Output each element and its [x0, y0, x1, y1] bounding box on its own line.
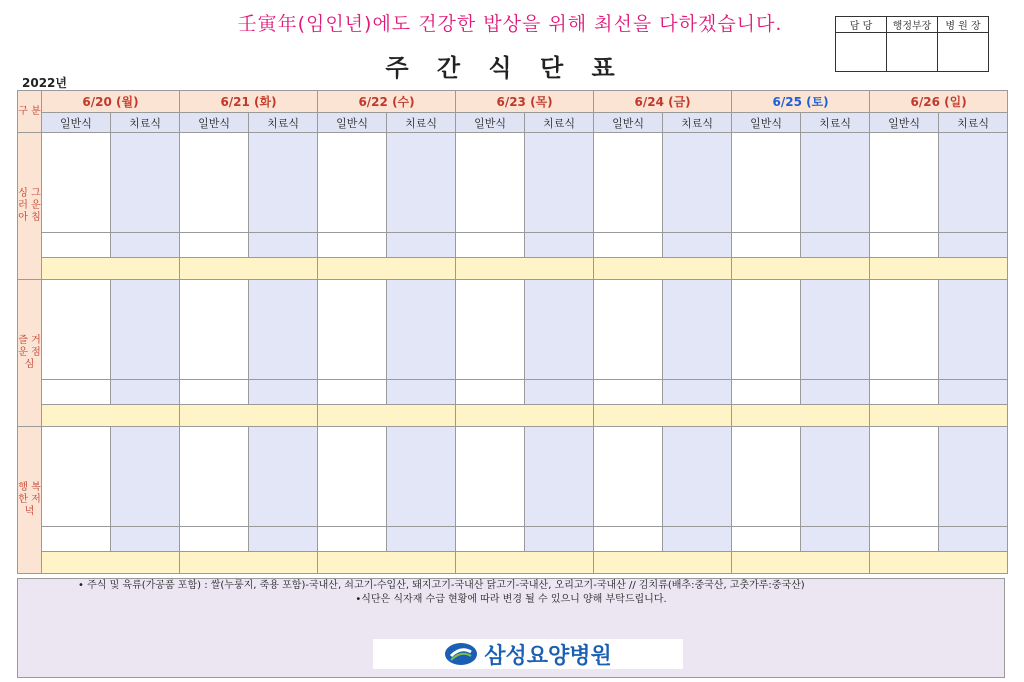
general-menu-cell [870, 427, 939, 527]
therapeutic-menu-cell [249, 133, 318, 233]
therapeutic-menu-cell [939, 280, 1008, 380]
general-kimchi-cell [456, 233, 525, 258]
hospital-logo-icon [444, 642, 478, 666]
therapeutic-kimchi-cell [111, 380, 180, 405]
general-menu-cell [456, 280, 525, 380]
general-diet-label: 일반식 [318, 113, 387, 133]
therapeutic-menu-cell [801, 427, 870, 527]
therapeutic-menu-cell [249, 427, 318, 527]
year-label: 2022년 [22, 76, 67, 90]
general-kimchi-cell [732, 233, 801, 258]
therapeutic-kimchi-cell [249, 380, 318, 405]
therapeutic-kimchi-cell [801, 380, 870, 405]
side-dish-band [456, 258, 594, 280]
general-menu-cell [594, 280, 663, 380]
general-menu-cell [318, 280, 387, 380]
general-menu-cell [594, 133, 663, 233]
approval-header: 병 원 장 [938, 17, 989, 33]
therapeutic-menu-cell [801, 280, 870, 380]
therapeutic-kimchi-cell [939, 233, 1008, 258]
therapeutic-kimchi-cell [939, 380, 1008, 405]
general-kimchi-cell [594, 380, 663, 405]
general-menu-cell [732, 133, 801, 233]
therapeutic-kimchi-cell [387, 233, 456, 258]
side-dish-band [318, 258, 456, 280]
slogan: 壬寅年(임인년)에도 건강한 밥상을 위해 최선을 다하겠습니다. [237, 13, 783, 35]
therapeutic-kimchi-cell [525, 380, 594, 405]
therapeutic-kimchi-cell [801, 527, 870, 552]
therapeutic-kimchi-cell [387, 527, 456, 552]
signature-box[interactable] [938, 33, 989, 72]
therapeutic-menu-cell [111, 280, 180, 380]
gutter-label: 구 분 [18, 91, 42, 133]
general-kimchi-cell [180, 527, 249, 552]
general-menu-cell [870, 280, 939, 380]
therapeutic-menu-cell [939, 427, 1008, 527]
side-dish-band [456, 405, 594, 427]
therapeutic-menu-cell [663, 427, 732, 527]
therapeutic-menu-cell [525, 280, 594, 380]
general-kimchi-cell [318, 380, 387, 405]
therapeutic-menu-cell [525, 427, 594, 527]
therapeutic-menu-cell [663, 280, 732, 380]
general-kimchi-cell [318, 527, 387, 552]
general-diet-label: 일반식 [870, 113, 939, 133]
general-kimchi-cell [456, 527, 525, 552]
therapeutic-kimchi-cell [249, 527, 318, 552]
general-menu-cell [456, 427, 525, 527]
therapeutic-menu-cell [801, 133, 870, 233]
general-menu-cell [180, 280, 249, 380]
general-kimchi-cell [732, 527, 801, 552]
general-menu-cell [42, 133, 111, 233]
side-dish-band [42, 258, 180, 280]
therapeutic-menu-cell [525, 133, 594, 233]
day-date: 6/21 (화) [180, 91, 318, 113]
notes-panel [17, 578, 1005, 678]
day-date: 6/24 (금) [594, 91, 732, 113]
therapeutic-kimchi-cell [525, 527, 594, 552]
general-menu-cell [42, 427, 111, 527]
therapeutic-kimchi-cell [387, 380, 456, 405]
general-menu-cell [732, 427, 801, 527]
general-diet-label: 일반식 [42, 113, 111, 133]
therapeutic-diet-label: 치료식 [801, 113, 870, 133]
meal-label: 싱 그 러 운 아 침 [18, 133, 42, 280]
therapeutic-menu-cell [387, 133, 456, 233]
side-dish-band [870, 552, 1008, 574]
therapeutic-kimchi-cell [111, 527, 180, 552]
side-dish-band [594, 552, 732, 574]
meal-label: 즐 거 운 점 심 [18, 280, 42, 427]
general-menu-cell [318, 133, 387, 233]
general-menu-cell [180, 427, 249, 527]
general-kimchi-cell [42, 233, 111, 258]
therapeutic-menu-cell [387, 280, 456, 380]
therapeutic-menu-cell [111, 427, 180, 527]
general-kimchi-cell [594, 527, 663, 552]
day-date: 6/23 (목) [456, 91, 594, 113]
general-kimchi-cell [180, 380, 249, 405]
approval-header: 행정부장 [887, 17, 938, 33]
general-menu-cell [594, 427, 663, 527]
therapeutic-kimchi-cell [663, 380, 732, 405]
side-dish-band [870, 405, 1008, 427]
general-menu-cell [732, 280, 801, 380]
signature-box[interactable] [887, 33, 938, 72]
change-notice: •식단은 식자재 수급 현황에 따라 변경 될 수 있으니 양해 부탁드립니다. [355, 594, 667, 605]
general-diet-label: 일반식 [594, 113, 663, 133]
page-title: 주 간 식 단 표 [385, 54, 625, 82]
general-kimchi-cell [870, 233, 939, 258]
side-dish-band [456, 552, 594, 574]
therapeutic-diet-label: 치료식 [663, 113, 732, 133]
weekly-menu-table [17, 90, 1008, 574]
general-kimchi-cell [594, 233, 663, 258]
side-dish-band [318, 405, 456, 427]
day-date: 6/26 (일) [870, 91, 1008, 113]
side-dish-band [180, 405, 318, 427]
side-dish-band [42, 405, 180, 427]
therapeutic-menu-cell [111, 133, 180, 233]
general-diet-label: 일반식 [732, 113, 801, 133]
therapeutic-diet-label: 치료식 [939, 113, 1008, 133]
general-menu-cell [318, 427, 387, 527]
side-dish-band [594, 258, 732, 280]
therapeutic-menu-cell [663, 133, 732, 233]
therapeutic-kimchi-cell [801, 233, 870, 258]
general-kimchi-cell [870, 527, 939, 552]
therapeutic-kimchi-cell [939, 527, 1008, 552]
approval-box [835, 16, 989, 72]
signature-box[interactable] [836, 33, 887, 72]
general-kimchi-cell [42, 527, 111, 552]
therapeutic-diet-label: 치료식 [249, 113, 318, 133]
therapeutic-diet-label: 치료식 [525, 113, 594, 133]
general-menu-cell [456, 133, 525, 233]
general-diet-label: 일반식 [180, 113, 249, 133]
side-dish-band [594, 405, 732, 427]
day-date: 6/20 (월) [42, 91, 180, 113]
general-kimchi-cell [42, 380, 111, 405]
side-dish-band [732, 552, 870, 574]
side-dish-band [870, 258, 1008, 280]
general-menu-cell [870, 133, 939, 233]
meal-label: 행 복 한 저 녁 [18, 427, 42, 574]
therapeutic-kimchi-cell [663, 527, 732, 552]
general-kimchi-cell [318, 233, 387, 258]
general-kimchi-cell [732, 380, 801, 405]
origin-note: • 주식 및 육류(가공품 포함) : 쌀(누룽지, 죽용 포함)-국내산, 쇠고기-수입산, 돼지고기-국내산 닭고기-국내산, 오리고기-국내산 // 김치류(배추:중국산, 고춧가루:중국산) [78, 580, 805, 591]
side-dish-band [732, 258, 870, 280]
side-dish-band [318, 552, 456, 574]
side-dish-band [180, 552, 318, 574]
general-diet-label: 일반식 [456, 113, 525, 133]
therapeutic-menu-cell [939, 133, 1008, 233]
general-kimchi-cell [456, 380, 525, 405]
side-dish-band [42, 552, 180, 574]
general-menu-cell [42, 280, 111, 380]
general-menu-cell [180, 133, 249, 233]
therapeutic-menu-cell [387, 427, 456, 527]
hospital-logo [373, 639, 683, 669]
therapeutic-menu-cell [249, 280, 318, 380]
therapeutic-diet-label: 치료식 [111, 113, 180, 133]
therapeutic-kimchi-cell [111, 233, 180, 258]
therapeutic-kimchi-cell [525, 233, 594, 258]
side-dish-band [180, 258, 318, 280]
approval-header: 담 당 [836, 17, 887, 33]
day-date: 6/25 (토) [732, 91, 870, 113]
therapeutic-kimchi-cell [249, 233, 318, 258]
general-kimchi-cell [870, 380, 939, 405]
therapeutic-diet-label: 치료식 [387, 113, 456, 133]
therapeutic-kimchi-cell [663, 233, 732, 258]
day-date: 6/22 (수) [318, 91, 456, 113]
side-dish-band [732, 405, 870, 427]
general-kimchi-cell [180, 233, 249, 258]
hospital-name: 삼성요양병원 [484, 643, 612, 669]
